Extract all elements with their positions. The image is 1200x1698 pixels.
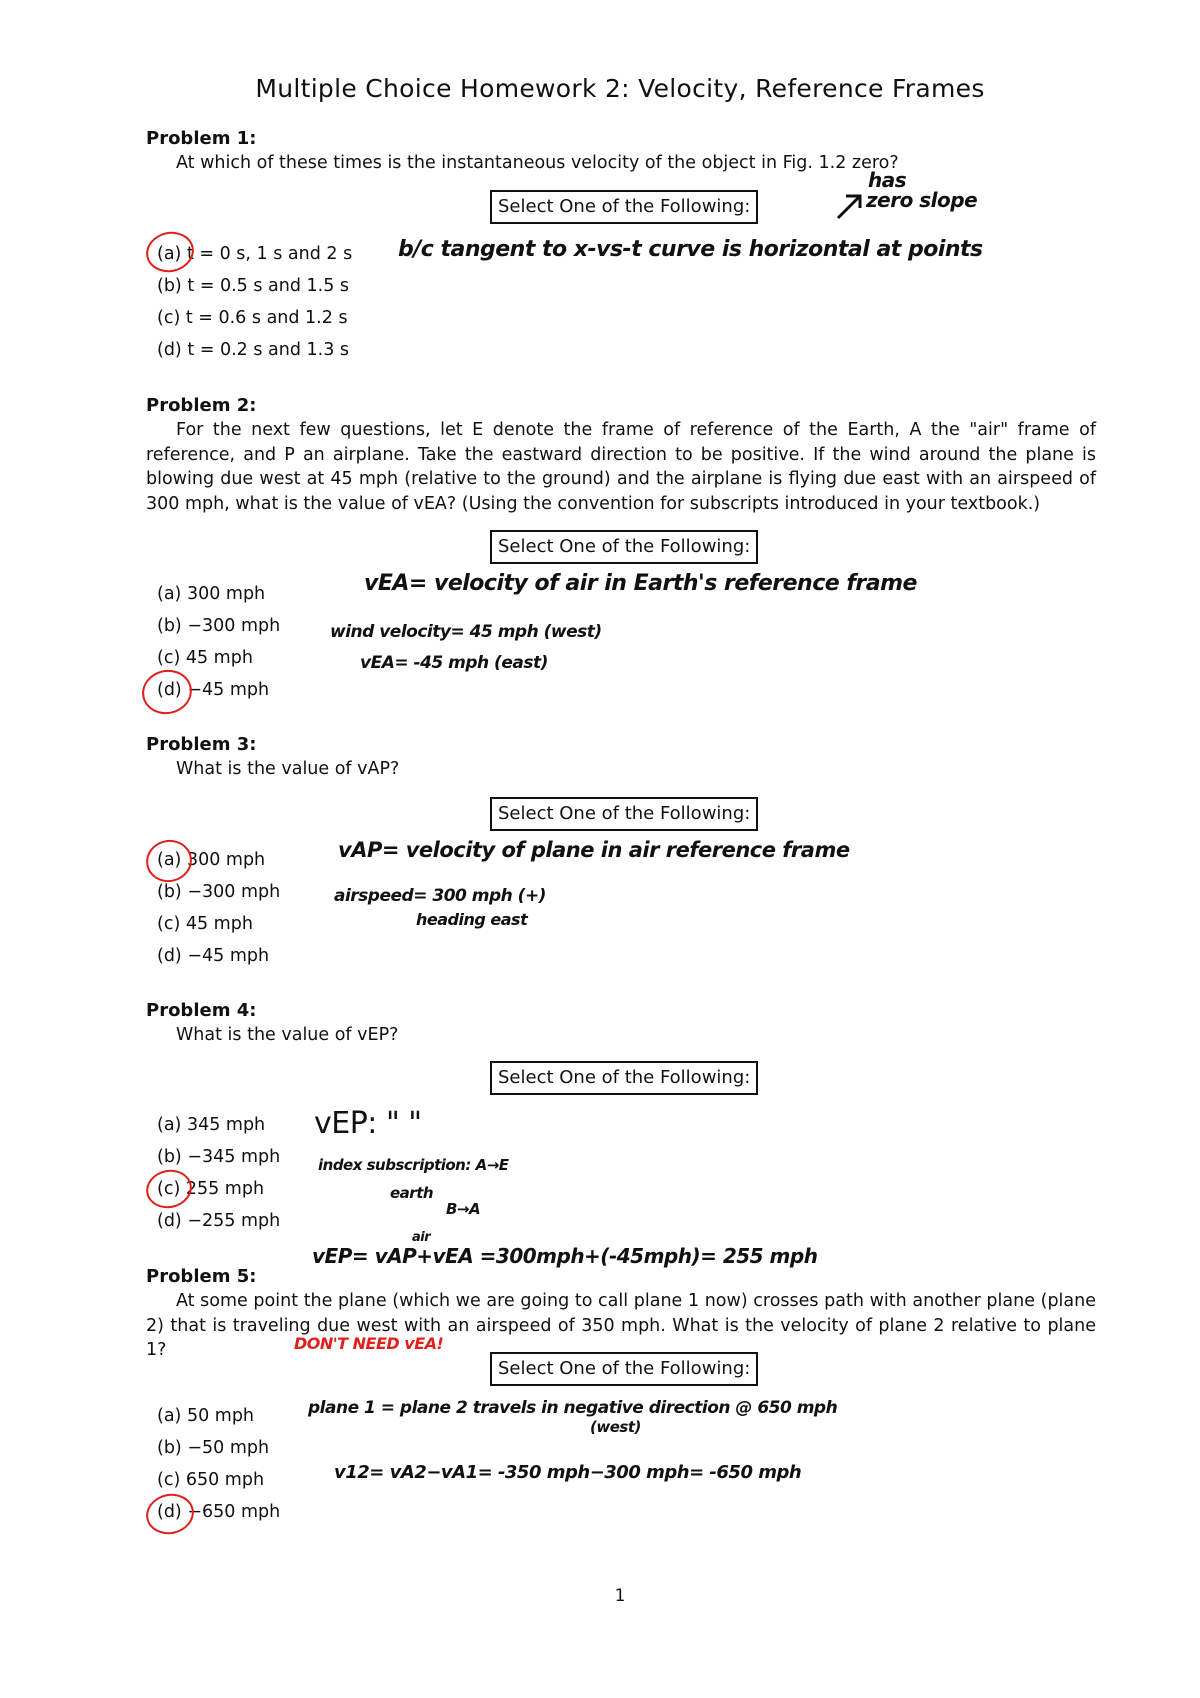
problem-5 — [146, 1265, 1096, 1363]
answer-option[interactable]: (a) 300 mph — [157, 584, 266, 604]
answer-option[interactable]: (b) −300 mph — [157, 882, 281, 902]
problem-heading: Problem 2: — [146, 395, 257, 416]
select-one-box: Select One of the Following: — [490, 530, 758, 564]
answer-option[interactable]: (c) 45 mph — [157, 914, 253, 934]
handwritten-note: vEA= -45 mph (east) — [360, 653, 548, 673]
handwritten-note: vAP= velocity of plane in air reference frame — [338, 838, 850, 862]
problem-heading: Problem 4: — [146, 1000, 257, 1021]
handwritten-note: b/c tangent to x-vs-t curve is horizontal at points — [398, 237, 983, 262]
handwritten-note: B→A — [446, 1200, 481, 1218]
select-one-box: Select One of the Following: — [490, 190, 758, 224]
problem-3 — [146, 733, 1096, 782]
handwritten-note: plane 1 = plane 2 travels in negative direction @ 650 mph — [308, 1398, 838, 1418]
problem-1 — [146, 127, 1096, 176]
handwritten-note: vEP= vAP+vEA =300mph+(-45mph)= 255 mph — [312, 1244, 818, 1268]
handwritten-note: (west) — [590, 1418, 641, 1436]
answer-option[interactable]: (b) −345 mph — [157, 1147, 281, 1167]
answer-option[interactable]: (d) −45 mph — [157, 680, 270, 700]
handwritten-note: v12= vA2−vA1= -350 mph−300 mph= -650 mph — [334, 1462, 802, 1483]
handwritten-note: index subscription: A→E — [318, 1156, 509, 1174]
answer-option[interactable]: (d) t = 0.2 s and 1.3 s — [157, 340, 350, 360]
answer-option[interactable]: (d) −255 mph — [157, 1211, 281, 1231]
answer-option[interactable]: (a) 50 mph — [157, 1406, 255, 1426]
handwritten-arrow-icon — [836, 192, 866, 222]
problem-4 — [146, 999, 1096, 1048]
handwritten-note: wind velocity= 45 mph (west) — [330, 622, 602, 642]
answer-option[interactable]: (c) 255 mph — [157, 1179, 265, 1199]
answer-option[interactable]: (c) t = 0.6 s and 1.2 s — [157, 308, 348, 328]
problem-text: What is the value of vEP? — [176, 1025, 399, 1045]
problem-text: What is the value of vAP? — [176, 759, 400, 779]
answer-option[interactable]: (d) −650 mph — [157, 1502, 281, 1522]
select-one-box: Select One of the Following: — [490, 797, 758, 831]
problem-heading: Problem 3: — [146, 734, 257, 755]
answer-option[interactable]: (b) t = 0.5 s and 1.5 s — [157, 276, 350, 296]
problem-text: At some point the plane (which we are going to call plane 1 now) crosses path with another plane (plane 2) that is traveling due west with an airspeed of 350 mph. What is the velocity of plane 2 relative to plane 1? — [146, 1291, 1096, 1360]
answer-option[interactable]: (c) 650 mph — [157, 1470, 265, 1490]
answer-option[interactable]: (c) 45 mph — [157, 648, 253, 668]
handwritten-note: heading east — [416, 910, 528, 929]
page-number: 1 — [614, 1586, 626, 1606]
answer-option[interactable]: (a) t = 0 s, 1 s and 2 s — [157, 244, 353, 264]
answer-option[interactable]: (a) 345 mph — [157, 1115, 266, 1135]
problem-heading: Problem 1: — [146, 128, 257, 149]
handwritten-note: airspeed= 300 mph (+) — [334, 886, 546, 906]
problem-2 — [146, 394, 1096, 516]
handwritten-note: zero slope — [866, 188, 978, 212]
handwritten-note: vEA= velocity of air in Earth's reference frame — [364, 571, 917, 596]
handwritten-note: has — [868, 168, 907, 192]
select-one-box: Select One of the Following: — [490, 1352, 758, 1386]
handwritten-note: vEP: " " — [314, 1106, 422, 1141]
answer-option[interactable]: (b) −50 mph — [157, 1438, 270, 1458]
answer-option[interactable]: (a) 300 mph — [157, 850, 266, 870]
page-title: Multiple Choice Homework 2: Velocity, Reference Frames — [255, 74, 985, 103]
handwritten-note: earth — [390, 1184, 434, 1202]
problem-heading: Problem 5: — [146, 1266, 257, 1287]
handwritten-note: air — [412, 1230, 431, 1245]
problem-text: For the next few questions, let E denote the frame of reference of the Earth, A the "air" frame of reference, and P an airplane. Take the eastward direction to be positive. If the wind around the plane is blowing due west at 45 mph (relative to the ground) and the airplane is flying due east with an airspeed of 300 mph, what is the value of vEA? (Using the convention for subscripts introduced in your textbook.) — [146, 420, 1096, 514]
answer-option[interactable]: (b) −300 mph — [157, 616, 281, 636]
answer-option[interactable]: (d) −45 mph — [157, 946, 270, 966]
problem-text: At which of these times is the instantaneous velocity of the object in Fig. 1.2 zero? — [176, 153, 899, 173]
handwritten-red-note: DON'T NEED vEA! — [294, 1334, 444, 1353]
select-one-box: Select One of the Following: — [490, 1061, 758, 1095]
